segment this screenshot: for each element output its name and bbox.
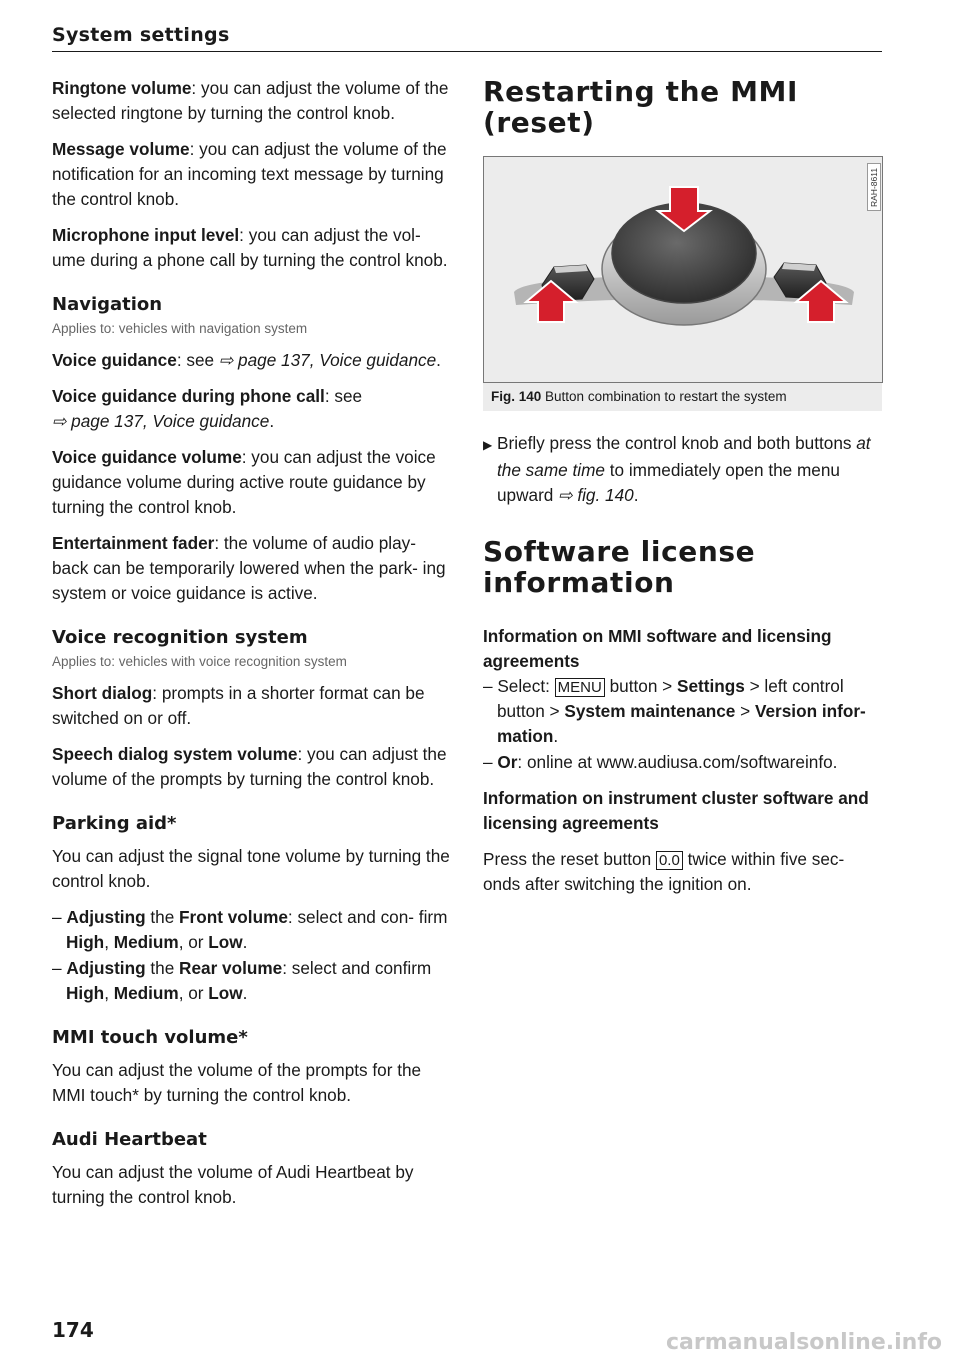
term: Rear volume [179, 958, 283, 978]
text: : select and con- firm [287, 907, 448, 927]
term: Voice guidance during phone call [52, 386, 325, 406]
audi-heartbeat-paragraph: You can adjust the volume of Audi Heartbeat by turning the control knob. [52, 1162, 414, 1207]
text: . [633, 485, 639, 505]
caption-text: Button combination to restart the system [541, 389, 787, 404]
text: – [483, 752, 498, 772]
text: – Select: [483, 676, 555, 696]
voice-guidance-volume-paragraph [52, 445, 452, 520]
audi-heartbeat-heading: Audi Heartbeat [52, 1129, 207, 1150]
voice-guidance-call-paragraph [52, 384, 452, 434]
text: : you can adjust the volume of the prompts by turning the control knob. [52, 744, 447, 789]
text: . [242, 983, 248, 1003]
mmi-touch-volume-heading: MMI touch volume* [52, 1027, 248, 1048]
term: Settings [676, 676, 745, 696]
header-rule [52, 51, 882, 52]
figure-caption [483, 383, 882, 411]
text: > [735, 701, 755, 721]
cluster-software-subheading: Information on instrument cluster software and licensing agreements [483, 788, 869, 833]
text: : online at www.audiusa.com/softwareinfo. [517, 752, 838, 772]
text: : see [176, 350, 219, 370]
parking-aid-heading: Parking aid* [52, 813, 177, 834]
rear-volume-list-item [52, 956, 452, 1006]
select-menu-list-item [483, 674, 883, 749]
text: , [104, 932, 114, 952]
text: , or [178, 983, 209, 1003]
restart-figure [483, 156, 883, 383]
term: Front volume [179, 907, 288, 927]
front-volume-list-item [52, 905, 452, 955]
mmi-software-subheading: Information on MMI software and licensing agreements [483, 626, 832, 671]
parking-aid-paragraph: You can adjust the signal tone volume by turning the control knob. [52, 846, 450, 891]
option-high: High [66, 932, 105, 952]
right-column [483, 72, 883, 908]
text: : you can adjust the volume of the notification for an incoming text message by turning the control knob. [52, 139, 447, 209]
navigation-heading: Navigation [52, 294, 163, 315]
restart-mmi-heading: Restarting the MMI (reset) [483, 75, 799, 139]
emphasis: at the same time [497, 433, 871, 480]
mmi-touch-volume-paragraph: You can adjust the volume of the prompts for the MMI touch* by turning the control knob. [52, 1060, 422, 1105]
option-high: High [66, 983, 105, 1003]
term: Entertainment fader [52, 533, 215, 553]
option-medium: Medium [113, 932, 179, 952]
text: , [104, 983, 114, 1003]
option-low: Low [208, 983, 243, 1003]
voice-guidance-paragraph [52, 348, 452, 373]
menu-key: MENU [555, 678, 605, 697]
text: . [553, 726, 559, 746]
option-medium: Medium [113, 983, 179, 1003]
short-dialog-paragraph [52, 681, 452, 731]
text: . [269, 411, 275, 431]
figure-label: Fig. 140 [491, 389, 542, 404]
entertainment-fader-paragraph [52, 531, 452, 606]
figure-reference-link[interactable]: ⇨ fig. 140 [558, 485, 634, 505]
text: Briefly press the control knob and both buttons [497, 433, 857, 453]
text: button > [604, 676, 677, 696]
term: Speech dialog system volume [52, 744, 298, 764]
term: Adjusting [66, 958, 146, 978]
dash: – [52, 958, 67, 978]
text: : you can adjust the volume of the selected ringtone by turning the control knob. [52, 78, 449, 123]
voice-recognition-applies-note: Applies to: vehicles with voice recognition system [52, 654, 347, 669]
voice-recognition-heading: Voice recognition system [52, 627, 308, 648]
option-low: Low [208, 932, 243, 952]
term: Ringtone volume [52, 78, 192, 98]
page-number: 174 [52, 1318, 94, 1342]
speech-dialog-volume-paragraph [52, 742, 452, 792]
term: Microphone input level [52, 225, 240, 245]
ringtone-volume-paragraph [52, 76, 452, 126]
text: Press the reset button [483, 849, 656, 869]
term: Version infor- mation [497, 701, 866, 746]
microphone-level-paragraph [52, 223, 452, 273]
message-volume-paragraph [52, 137, 452, 212]
text: twice within five sec- onds after switching the ignition on. [483, 849, 845, 894]
text: > left control button > [497, 676, 844, 721]
watermark: carmanualsonline.info [666, 1330, 942, 1355]
term: Short dialog [52, 683, 153, 703]
text: the [145, 958, 180, 978]
page-reference-link[interactable]: ⇨ page 137, Voice guidance [218, 350, 437, 370]
page-reference-link[interactable]: ⇨ page 137, Voice guidance [52, 411, 270, 431]
text: , or [178, 932, 209, 952]
text: : select and confirm [282, 958, 432, 978]
left-column [52, 76, 452, 1221]
text: . [242, 932, 248, 952]
online-list-item [483, 750, 883, 775]
text: : prompts in a shorter format can be switched on or off. [52, 683, 425, 728]
text: . [436, 350, 441, 370]
figure-id: RAH-8611 [867, 163, 881, 211]
page-header-title: System settings [52, 24, 230, 46]
reset-key: 0.0 [656, 851, 683, 870]
text: : you can adjust the vol- ume during a phone call by turning the control knob. [52, 225, 448, 270]
term: System maintenance [564, 701, 736, 721]
text: : the volume of audio play- back can be temporarily lowered when the park- ing system or voice guidance is active. [52, 533, 446, 603]
term: Adjusting [66, 907, 146, 927]
term: Message volume [52, 139, 190, 159]
text: : see [324, 386, 363, 406]
parking-aid-list [52, 905, 452, 1006]
navigation-applies-note: Applies to: vehicles with navigation system [52, 321, 308, 336]
dash: – [52, 907, 67, 927]
text: : you can adjust the voice guidance volume during active route guidance by turning the control knob. [52, 447, 436, 517]
restart-step [483, 431, 883, 508]
reset-button-paragraph [483, 847, 883, 897]
text: the [145, 907, 180, 927]
term: Voice guidance [52, 350, 177, 370]
bullet-icon: ▶ [483, 438, 493, 452]
control-knob-illustration [484, 157, 882, 382]
text: to immediately open the menu upward [497, 460, 840, 505]
term: Or [497, 752, 518, 772]
software-license-heading: Software license information [483, 535, 756, 599]
term: Voice guidance volume [52, 447, 242, 467]
